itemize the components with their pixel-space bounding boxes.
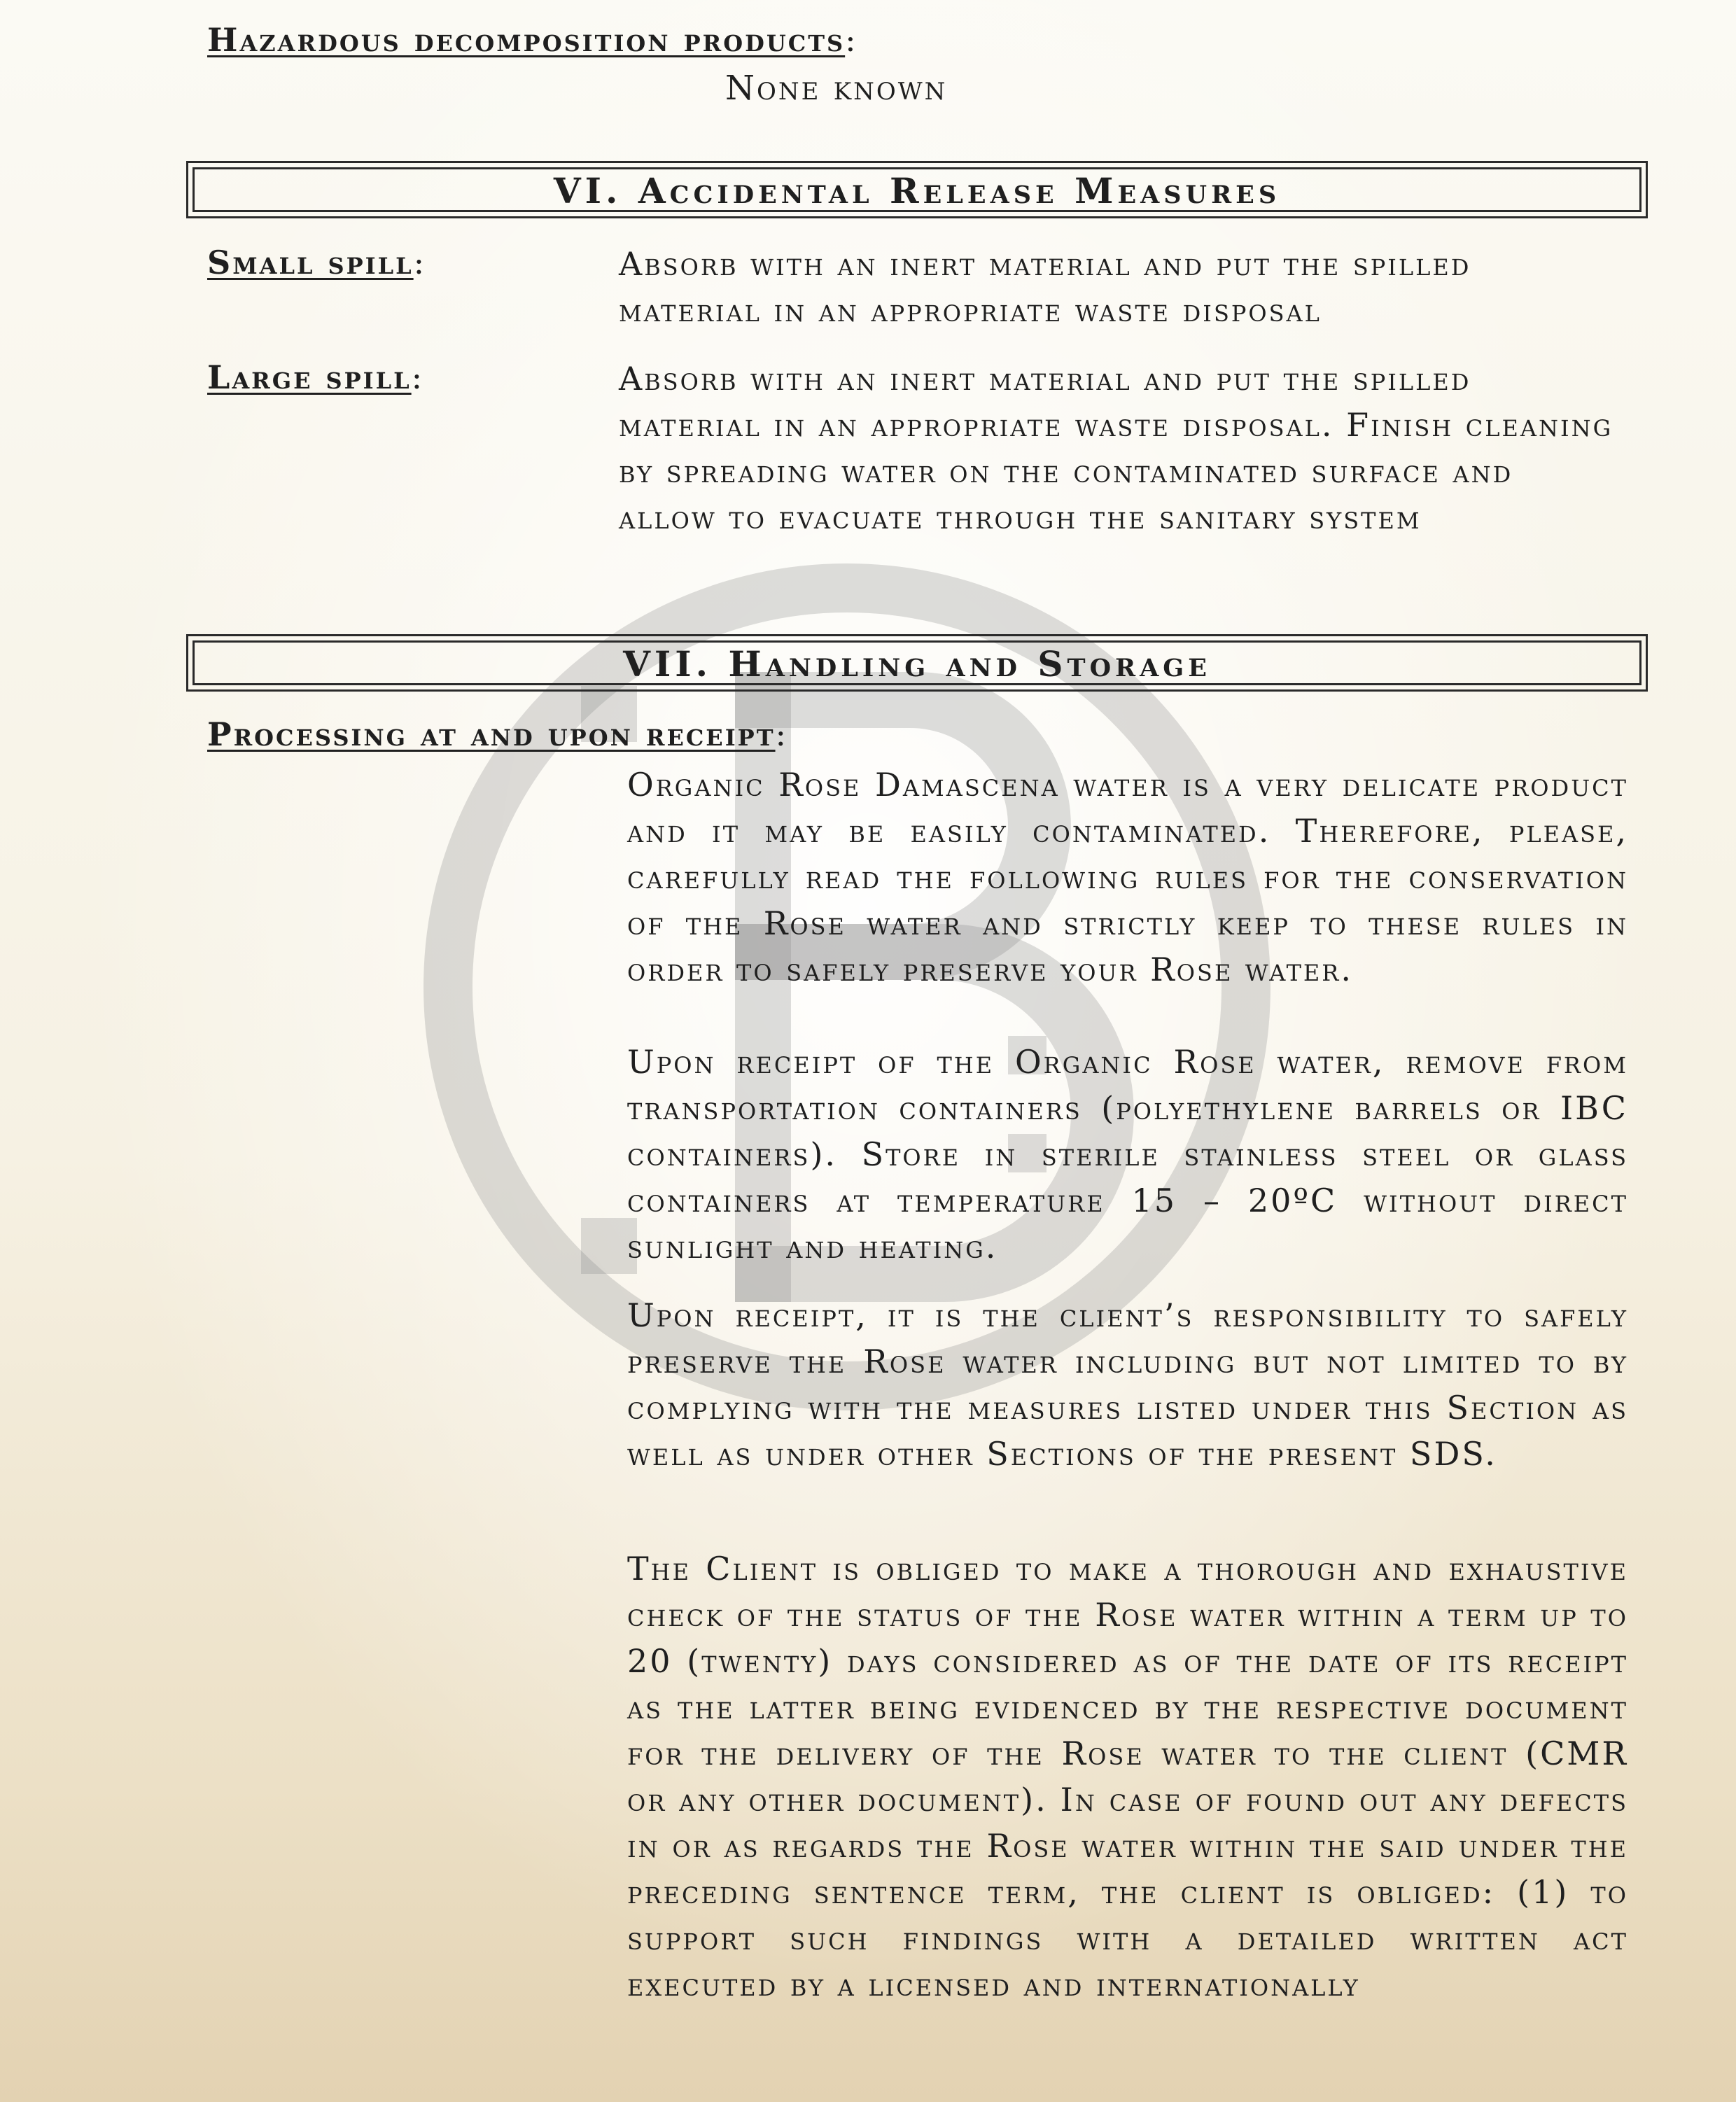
section-6-header [186, 161, 1648, 218]
handling-paragraph-3: Upon receipt, it is the client’s responsibility to safely preserve the Rose water including but not limited to by complying with the measures listed under this Section as well as under other Sections of the present SDS. [627, 1296, 1628, 1473]
hazardous-label-text: Hazardous decomposition products [207, 21, 846, 59]
section-6-title: VI. Accidental Release Measures [553, 170, 1281, 211]
small-spill-label-text: Small spill [207, 244, 414, 281]
section-7-title: VII. Handling and Storage [623, 643, 1211, 685]
handling-paragraph-2: Upon receipt of the Organic Rose water, remove from transportation containers (polyethylene barrels or IBC containers). Store in sterile stainless steel or glass containers at temperature 15 – 20ºC without direct sunlight and heating. [627, 1043, 1628, 1266]
large-spill-label-text: Large spill [207, 358, 412, 396]
small-spill-label: Small spill: [207, 244, 425, 281]
large-spill-label: Large spill: [207, 358, 423, 396]
section-7-header [186, 634, 1648, 692]
large-spill-text: Absorb with an inert material and put the spilled material in an appropriate waste disposal. Finish cleaning by spreading water on the contaminated surface and allow to evacuate through the sanitary system [619, 360, 1614, 536]
processing-label-text: Processing at and upon receipt [207, 715, 776, 753]
hazardous-decomposition-label: Hazardous decomposition products: [207, 21, 856, 59]
hazardous-decomposition-value: None known [725, 69, 948, 108]
small-spill-text: Absorb with an inert material and put the spilled material in an appropriate waste disposal [619, 245, 1471, 329]
processing-label: Processing at and upon receipt: [207, 715, 787, 753]
handling-paragraph-1: Organic Rose Damascena water is a very delicate product and it may be easily contaminated. Therefore, please, carefully read the following rules for the conservation of the Rose water and strictly keep to these rules in order to safely preserve your Rose water. [627, 766, 1628, 988]
handling-paragraph-4: The Client is obliged to make a thorough and exhaustive check of the status of the Rose water within a term up to 20 (twenty) days considered as of the date of its receipt as the latter being evidenced by the respective document for the delivery of the Rose water to the client (CMR or any other document). In case of found out any defects in or as regards the Rose water within the said under the preceding sentence term, the client is obliged: (1) to support such findings with a detailed written act executed by a licensed and internationally [627, 1550, 1628, 2003]
